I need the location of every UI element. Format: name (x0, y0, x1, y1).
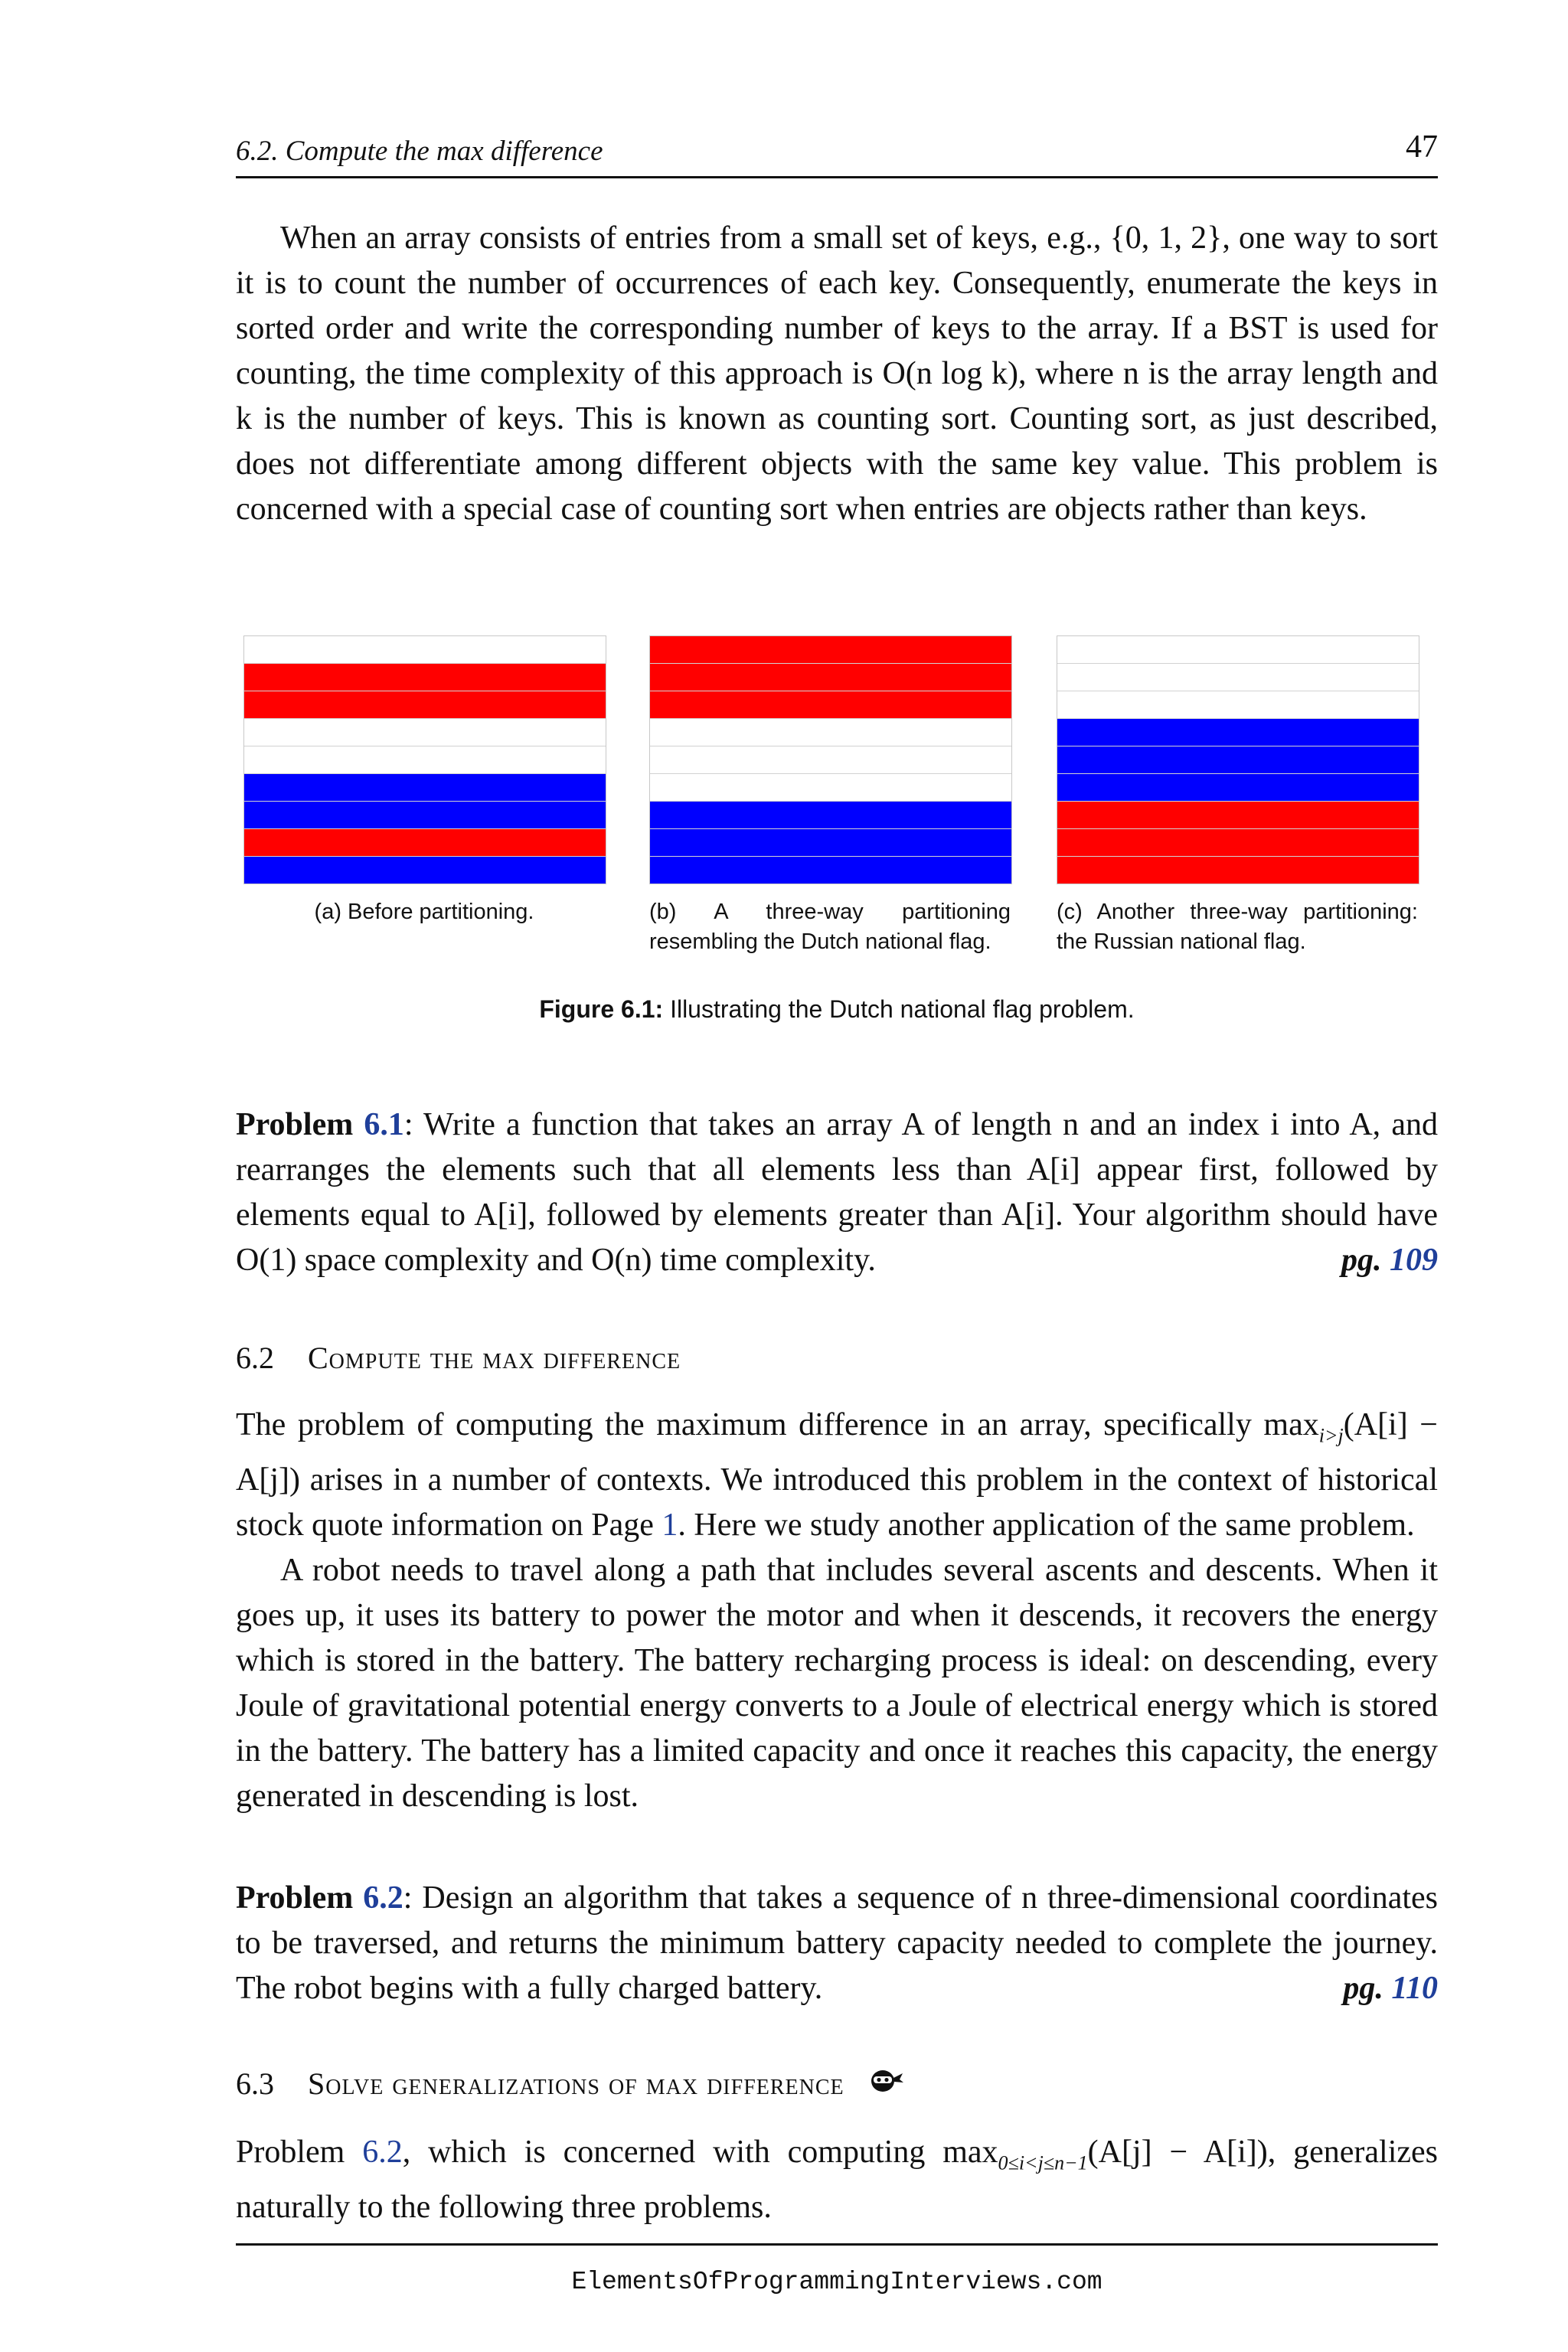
page (236, 115, 1438, 2335)
stripe-red (244, 664, 606, 691)
problem-6-2 (236, 1876, 1438, 2011)
stripe-white (650, 774, 1011, 802)
subcaption-b: (b) A three-way partitioning resembling the Dutch national flag. (649, 900, 1011, 954)
figure-caption-text: Illustrating the Dutch national flag problem. (670, 995, 1135, 1023)
math-subscript: i>j (1318, 1424, 1344, 1447)
figure-caption (236, 995, 1438, 1024)
section-title: Compute the max difference (308, 1341, 681, 1375)
stripe-red (1057, 857, 1419, 884)
para-text: , which is concerned with computing max (402, 2135, 998, 2170)
stripe-blue (1057, 774, 1419, 802)
section-heading-6-3 (236, 2066, 904, 2102)
stripe-blue (650, 857, 1011, 884)
para-text: . Here we study another application of the same problem. (678, 1508, 1415, 1544)
stripe-white (244, 719, 606, 746)
subcaption-a: (a) Before partitioning. (314, 900, 534, 924)
subcaption-c: (c) Another three-way partitioning: the Russian national flag. (1057, 900, 1418, 954)
para-text: (A[j] − A[i]), generalizes naturally to the following three problems. (236, 2135, 1439, 2226)
stripe-blue (244, 857, 606, 884)
figure-caption-label: Figure 6.1: (539, 995, 664, 1023)
flag-before-partitioning (243, 635, 606, 884)
problem-number-link[interactable]: 6.1 (364, 1107, 404, 1142)
stripe-white (1057, 664, 1419, 691)
page-ref-label: pg. (1343, 1971, 1383, 2006)
stripe-white (1057, 691, 1419, 719)
section-6-2-paragraph-2: A robot needs to travel along a path that includes several ascents and descents. When it goes up, it uses its battery to power the motor and when it descends, it recovers the energy which is stored in the battery. The battery recharging process is ideal: on descending, every Joule of gravitational potential energy converts to a Joule of electrical energy which is stored in the battery. The battery has a limited capacity and once it reaches this capacity, the energy generated in descending is lost. (236, 1553, 1438, 1815)
page-ref-label: pg. (1341, 1243, 1382, 1278)
section-6-2-paragraph-1 (236, 1403, 1438, 1548)
stripe-blue (1057, 746, 1419, 774)
intro-paragraph: When an array consists of entries from a small set of keys, e.g., {0, 1, 2}, one way to sort it is to count the number of occurrences of each key. Consequently, enumerate the keys in sorted order and write the corresponding number of keys to the array. If a BST is used for counting, the time complexity of this approach is O(n log k), where n is the array length and k is the number of keys. This is known as counting sort. Counting sort, as just described, does not differentiate among different objects with the same key value. This problem is concerned with a special case of counting sort when entries are objects rather than keys. (236, 220, 1438, 527)
stripe-red (244, 691, 606, 719)
stripe-red (1057, 802, 1419, 829)
stripe-white (244, 746, 606, 774)
stripe-red (650, 691, 1011, 719)
problem-label: Problem (236, 1107, 354, 1142)
stripe-red (650, 664, 1011, 691)
problem-number-link[interactable]: 6.2 (363, 1880, 403, 1916)
math-subscript: 0≤i<j≤n−1 (998, 2151, 1088, 2174)
section-number: 6.2 (236, 1341, 274, 1375)
stripe-white (244, 636, 606, 664)
page-link[interactable]: 1 (662, 1508, 678, 1544)
stripe-blue (650, 802, 1011, 829)
section-number: 6.3 (236, 2066, 274, 2101)
flag-dutch (649, 635, 1012, 884)
section-6-3-paragraph (236, 2130, 1438, 2230)
problem-link[interactable]: 6.2 (362, 2135, 403, 2170)
stripe-red (1057, 829, 1419, 857)
problem-text: : Write a function that takes an array A of length n and an index i into A, and rearranges the elements such that all elements less than A[i] appear first, followed by elements equal to A[i], followed by elements greater than A[i]. Your algorithm should have O(1) space complexity and O(n) time complexity. (236, 1107, 1438, 1278)
footer-rule (236, 2243, 1438, 2246)
header-page-number: 47 (1406, 129, 1438, 165)
stripe-blue (650, 829, 1011, 857)
flag-russian (1057, 635, 1419, 884)
stripe-blue (244, 774, 606, 802)
para-text: (A[i] − A[j]) arises in a number of contexts. We introduced this problem in the context of historical stock quote information on Page (236, 1407, 1438, 1544)
stripe-blue (244, 802, 606, 829)
ninja-icon (869, 2066, 904, 2102)
footer-url: ElementsOfProgrammingInterviews.com (571, 2268, 1102, 2296)
stripe-white (650, 719, 1011, 746)
page-ref-link[interactable]: 110 (1391, 1971, 1438, 2006)
problem-label: Problem (236, 1880, 354, 1916)
stripe-white (1057, 636, 1419, 664)
para-text: Problem (236, 2135, 345, 2170)
header-section-title: 6.2. Compute the max difference (236, 136, 603, 167)
page-reference (1343, 1966, 1438, 2011)
stripe-red (650, 636, 1011, 664)
problem-text: : Design an algorithm that takes a sequence of n three-dimensional coordinates to be traversed, and returns the minimum battery capacity needed to complete the journey. The robot begins with a fully charged battery. (236, 1880, 1438, 2006)
page-reference (1341, 1238, 1438, 1283)
running-header (236, 129, 1438, 178)
stripe-white (650, 746, 1011, 774)
page-ref-link[interactable]: 109 (1390, 1243, 1438, 1278)
section-heading-6-2 (236, 1340, 681, 1376)
problem-6-1 (236, 1102, 1438, 1283)
stripe-red (244, 829, 606, 857)
stripe-blue (1057, 719, 1419, 746)
section-6-2-body (236, 1403, 1438, 1819)
section-title: Solve generalizations of max difference (308, 2066, 844, 2101)
para-text: The problem of computing the maximum difference in an array, specifically max (236, 1407, 1319, 1442)
